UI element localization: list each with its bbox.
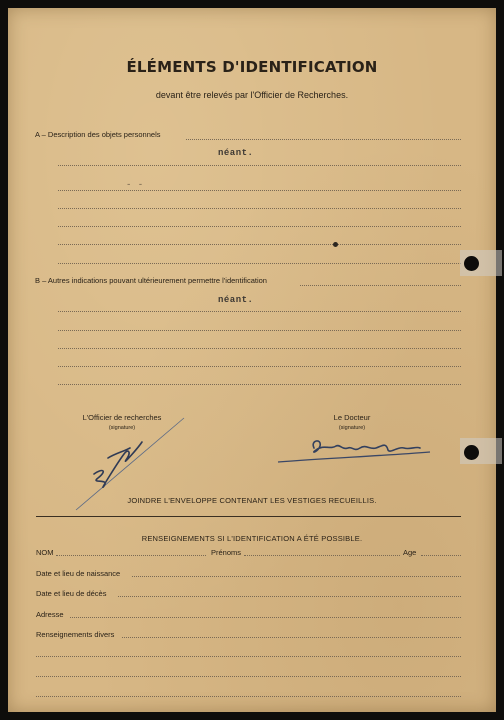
section-a-line-7 — [58, 263, 461, 264]
section-a-line-4 — [58, 208, 461, 209]
naissance-label: Date et lieu de naissance — [36, 569, 121, 578]
doctor-signature-hint: (signature) — [338, 425, 366, 431]
nom-line — [56, 555, 206, 556]
section-a-line-2 — [58, 165, 461, 166]
section-a-line-1 — [186, 139, 461, 140]
age-line — [421, 555, 461, 556]
section-a-typed-value: néant. — [218, 148, 254, 158]
section-a-label: A – Description des objets personnels — [35, 130, 161, 139]
section-a-line-5 — [58, 226, 461, 227]
nom-label: NOM — [36, 548, 54, 557]
divers-line-1 — [122, 637, 461, 638]
age-label: Age — [403, 548, 417, 557]
section-a-line-3 — [58, 190, 461, 191]
divers-label: Renseignements divers — [36, 630, 115, 639]
deces-label: Date et lieu de décès — [36, 589, 107, 598]
section-b-line-1 — [300, 285, 461, 286]
deces-line — [118, 596, 461, 597]
page-title: ÉLÉMENTS D'IDENTIFICATION — [126, 58, 378, 76]
section-b-line-4 — [58, 348, 461, 349]
section-b-typed-value: néant. — [218, 295, 254, 305]
officer-signature-hint: (signature) — [108, 425, 136, 431]
prenoms-line — [244, 555, 400, 556]
divers-line-2 — [36, 656, 461, 657]
adresse-label: Adresse — [36, 610, 64, 619]
section-divider — [36, 516, 461, 517]
punch-hole-top — [464, 256, 479, 271]
document-page — [8, 8, 496, 712]
ink-spot — [333, 242, 338, 247]
prenoms-label: Prénoms — [211, 548, 242, 557]
officer-title: L'Officier de recherches — [82, 413, 162, 422]
section-b-line-2 — [58, 311, 461, 312]
naissance-line — [132, 576, 461, 577]
section-b-label: B – Autres indications pouvant ultérieurement permettre l'identification — [35, 276, 267, 285]
section-a-mark: - - — [126, 180, 144, 190]
section-b-line-5 — [58, 366, 461, 367]
divers-line-4 — [36, 696, 461, 697]
instruction-text: JOINDRE L'ENVELOPPE CONTENANT LES VESTIGES RECUEILLIS. — [127, 496, 377, 505]
page-subtitle: devant être relevés par l'Officier de Recherches. — [155, 90, 349, 100]
adresse-line — [70, 617, 461, 618]
doctor-signature — [270, 428, 440, 468]
identification-heading: RENSEIGNEMENTS SI L'IDENTIFICATION A ÉTÉ POSSIBLE. — [141, 534, 363, 543]
doctor-title: Le Docteur — [333, 413, 371, 422]
punch-hole-bottom — [464, 445, 479, 460]
section-a-line-6 — [58, 244, 461, 245]
section-b-line-3 — [58, 330, 461, 331]
divers-line-3 — [36, 676, 461, 677]
section-b-line-6 — [58, 384, 461, 385]
